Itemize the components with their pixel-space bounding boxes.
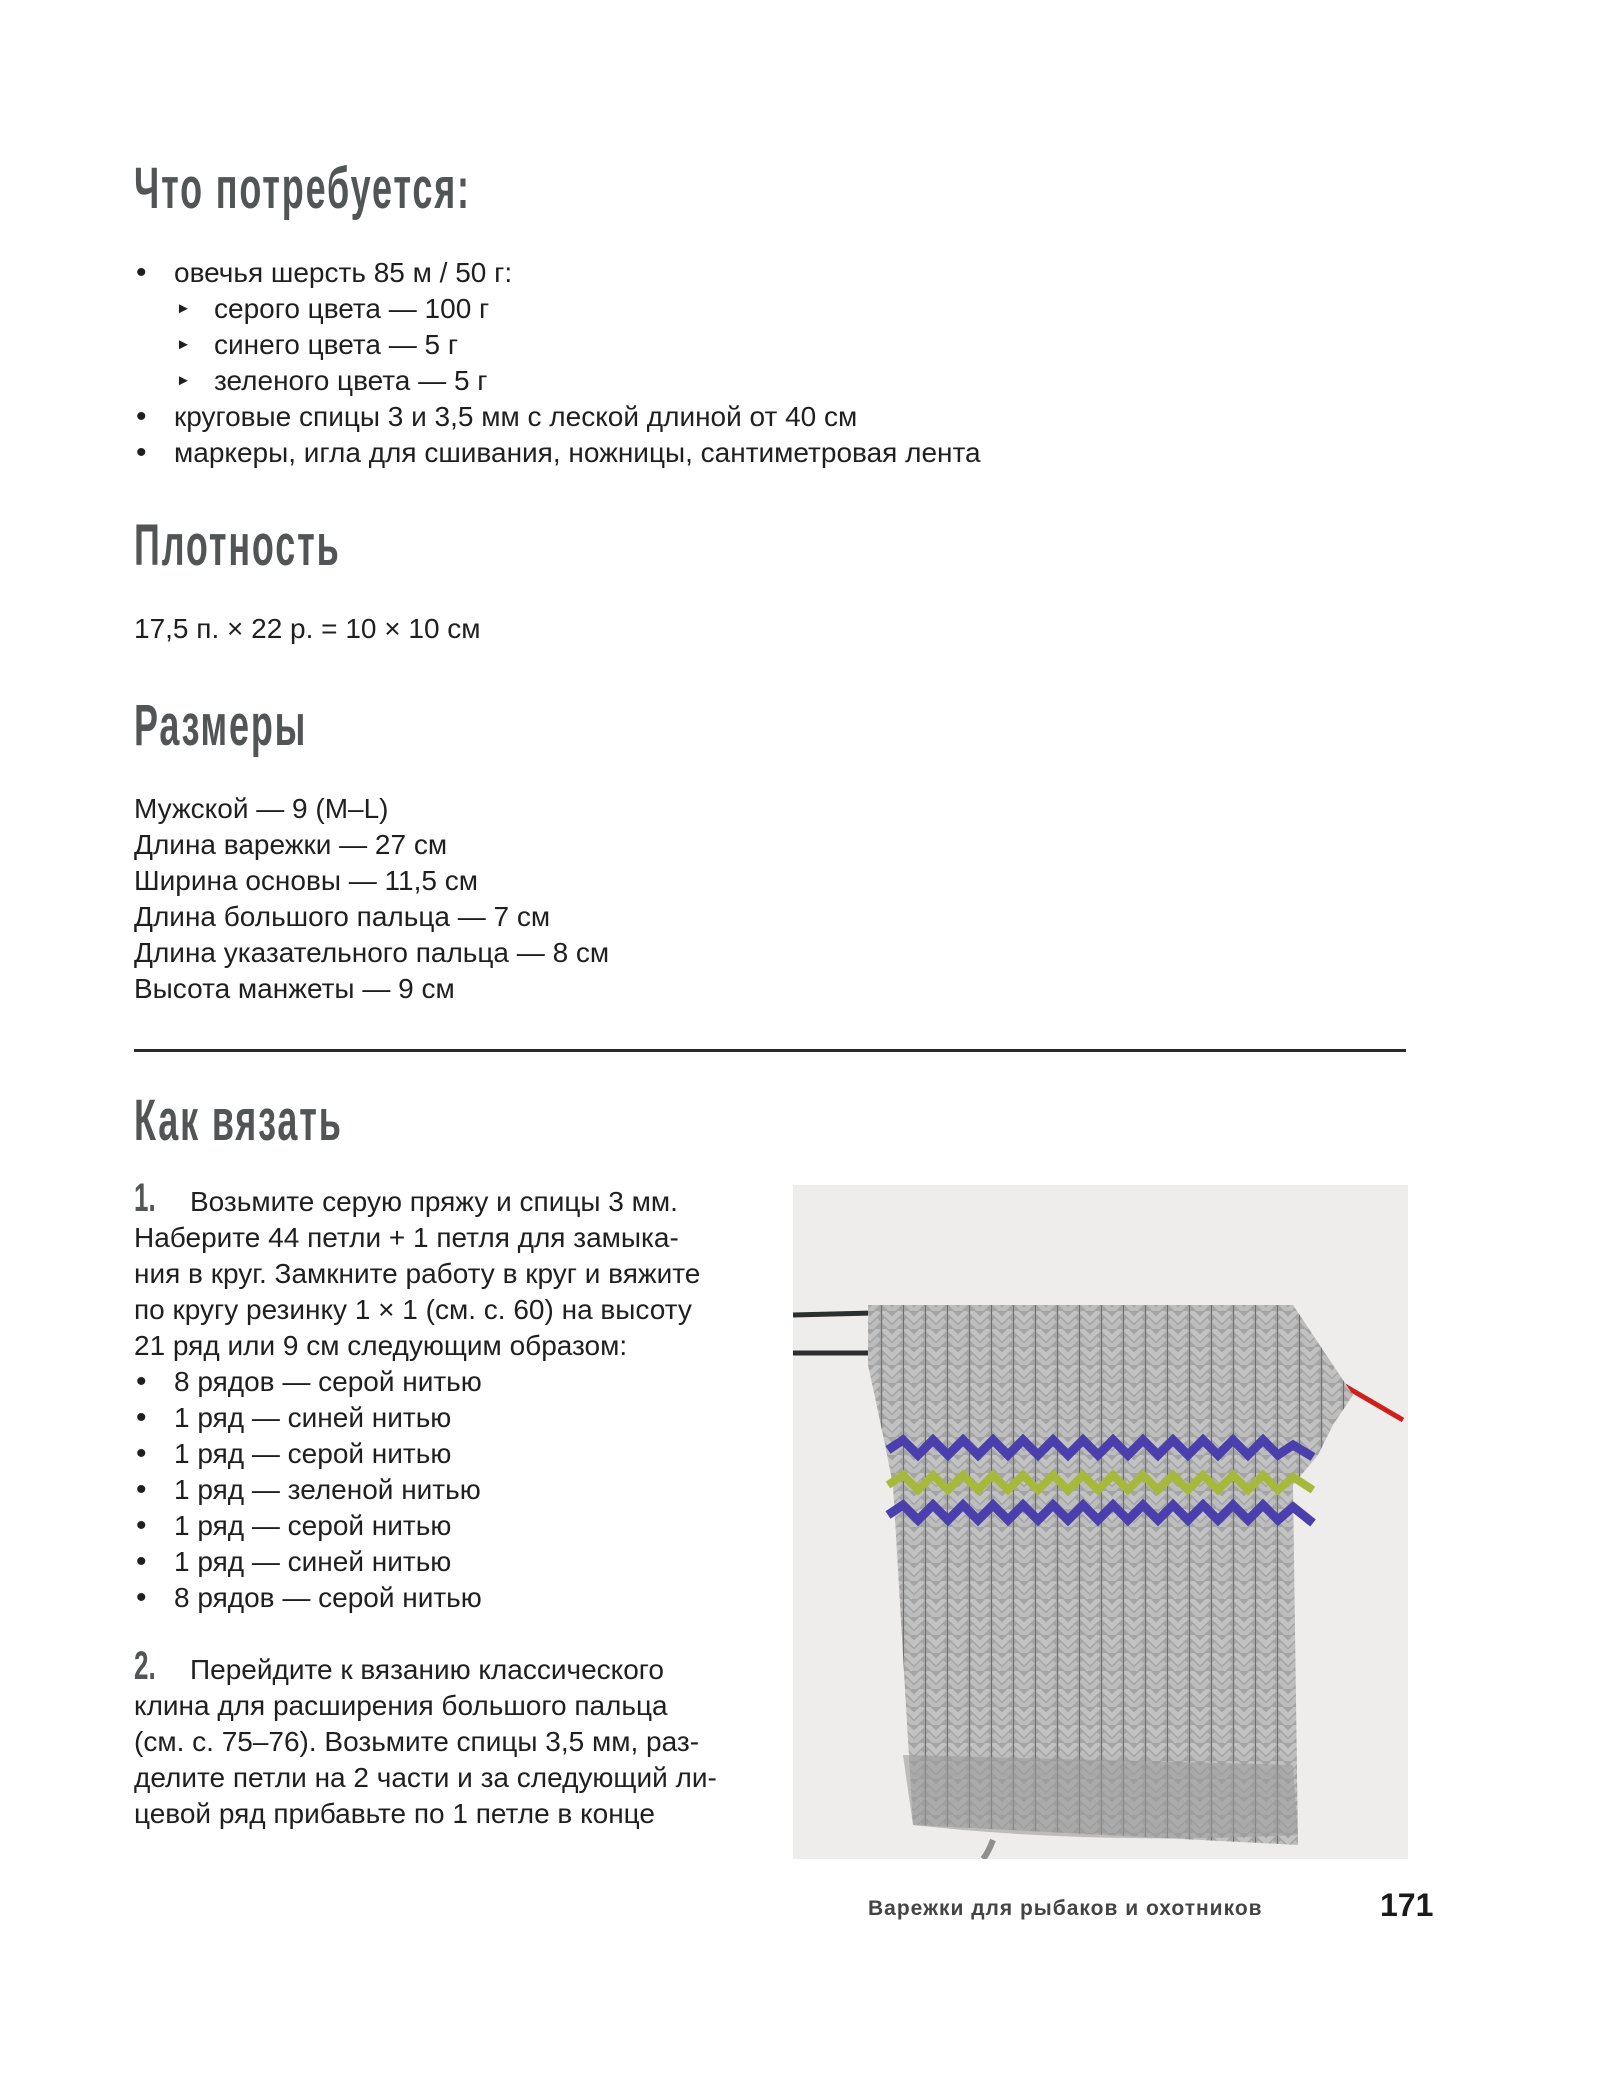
list-item: • 1 ряд — зеленой нитью: [134, 1472, 754, 1508]
sizes-list: [134, 791, 609, 1007]
list-subitem-text: серого цвета — 100 г: [214, 293, 490, 324]
step-line: клина для расширения большого пальца: [134, 1690, 668, 1721]
list-item: • 1 ряд — синей нитью: [134, 1400, 754, 1436]
size-line: Ширина основы — 11,5 см: [134, 865, 478, 896]
knitted-cuff-illustration: [793, 1185, 1408, 1859]
materials-list: [134, 255, 981, 471]
knitting-photo: [793, 1185, 1408, 1859]
list-item: • 1 ряд — синей нитью: [134, 1544, 754, 1580]
list-item: [134, 255, 981, 291]
list-subitem: [134, 327, 981, 363]
list-item-text: овечья шерсть 85 м / 50 г:: [174, 257, 513, 288]
step-line: по кругу резинку 1 × 1 (см. с. 60) на высоту: [134, 1294, 692, 1325]
size-line: Длина варежки — 27 см: [134, 829, 448, 860]
step-line: (см. с. 75–76). Возьмите спицы 3,5 мм, раз-: [134, 1726, 700, 1757]
list-item: • 1 ряд — серой нитью: [134, 1508, 754, 1544]
step-line: 21 ряд или 9 см следующим образом:: [134, 1330, 628, 1361]
size-line: Длина большого пальца — 7 см: [134, 901, 551, 932]
triangle-bullet-icon: ►: [176, 336, 191, 353]
list-item: [134, 399, 981, 435]
heading-sizes: Размеры: [134, 693, 308, 758]
step-line: делите петли на 2 части и за следующий ли-: [134, 1762, 717, 1793]
size-line: Высота манжеты — 9 см: [134, 973, 455, 1004]
list-subitem-text: зеленого цвета — 5 г: [214, 365, 488, 396]
step-number: 1.: [134, 1176, 156, 1220]
heading-gauge: Плотность: [134, 513, 341, 578]
step-line: Возьмите серую пряжу и спицы 3 мм.: [190, 1186, 678, 1217]
list-subitem: [134, 291, 981, 327]
triangle-bullet-icon: ►: [176, 372, 191, 389]
list-item: • 8 рядов — серой нитью: [134, 1580, 754, 1616]
step-line: Перейдите к вязанию классического: [190, 1654, 664, 1685]
step-1: [134, 1176, 754, 1616]
list-item: • 8 рядов — серой нитью: [134, 1364, 754, 1400]
size-line: Длина указательного пальца — 8 см: [134, 937, 610, 968]
step-2: [134, 1644, 754, 1832]
size-line: Мужской — 9 (M–L): [134, 793, 389, 824]
heading-howto: Как вязать: [134, 1088, 343, 1153]
step-line: ния в круг. Замкните работу в круг и вяжите: [134, 1258, 701, 1289]
list-item: [134, 435, 981, 471]
step-line: цевой ряд прибавьте по 1 петле в конце: [134, 1798, 655, 1829]
list-item-text: маркеры, игла для сшивания, ножницы, сантиметровая лента: [174, 437, 981, 468]
running-footer-title: Варежки для рыбаков и охотников: [868, 1897, 1263, 1920]
gauge-text: 17,5 п. × 22 р. = 10 × 10 см: [134, 613, 481, 644]
list-subitem: [134, 363, 981, 399]
section-divider: [134, 1049, 1406, 1052]
step-number: 2.: [134, 1644, 156, 1688]
step-line: Наберите 44 петли + 1 петля для замыка-: [134, 1222, 679, 1253]
page-number: 171: [1380, 1887, 1434, 1923]
triangle-bullet-icon: ►: [176, 300, 191, 317]
list-item-text: круговые спицы 3 и 3,5 мм с леской длиной от 40 см: [174, 401, 858, 432]
list-item: • 1 ряд — серой нитью: [134, 1436, 754, 1472]
heading-materials: Что потребуется:: [134, 156, 471, 221]
list-subitem-text: синего цвета — 5 г: [214, 329, 459, 360]
